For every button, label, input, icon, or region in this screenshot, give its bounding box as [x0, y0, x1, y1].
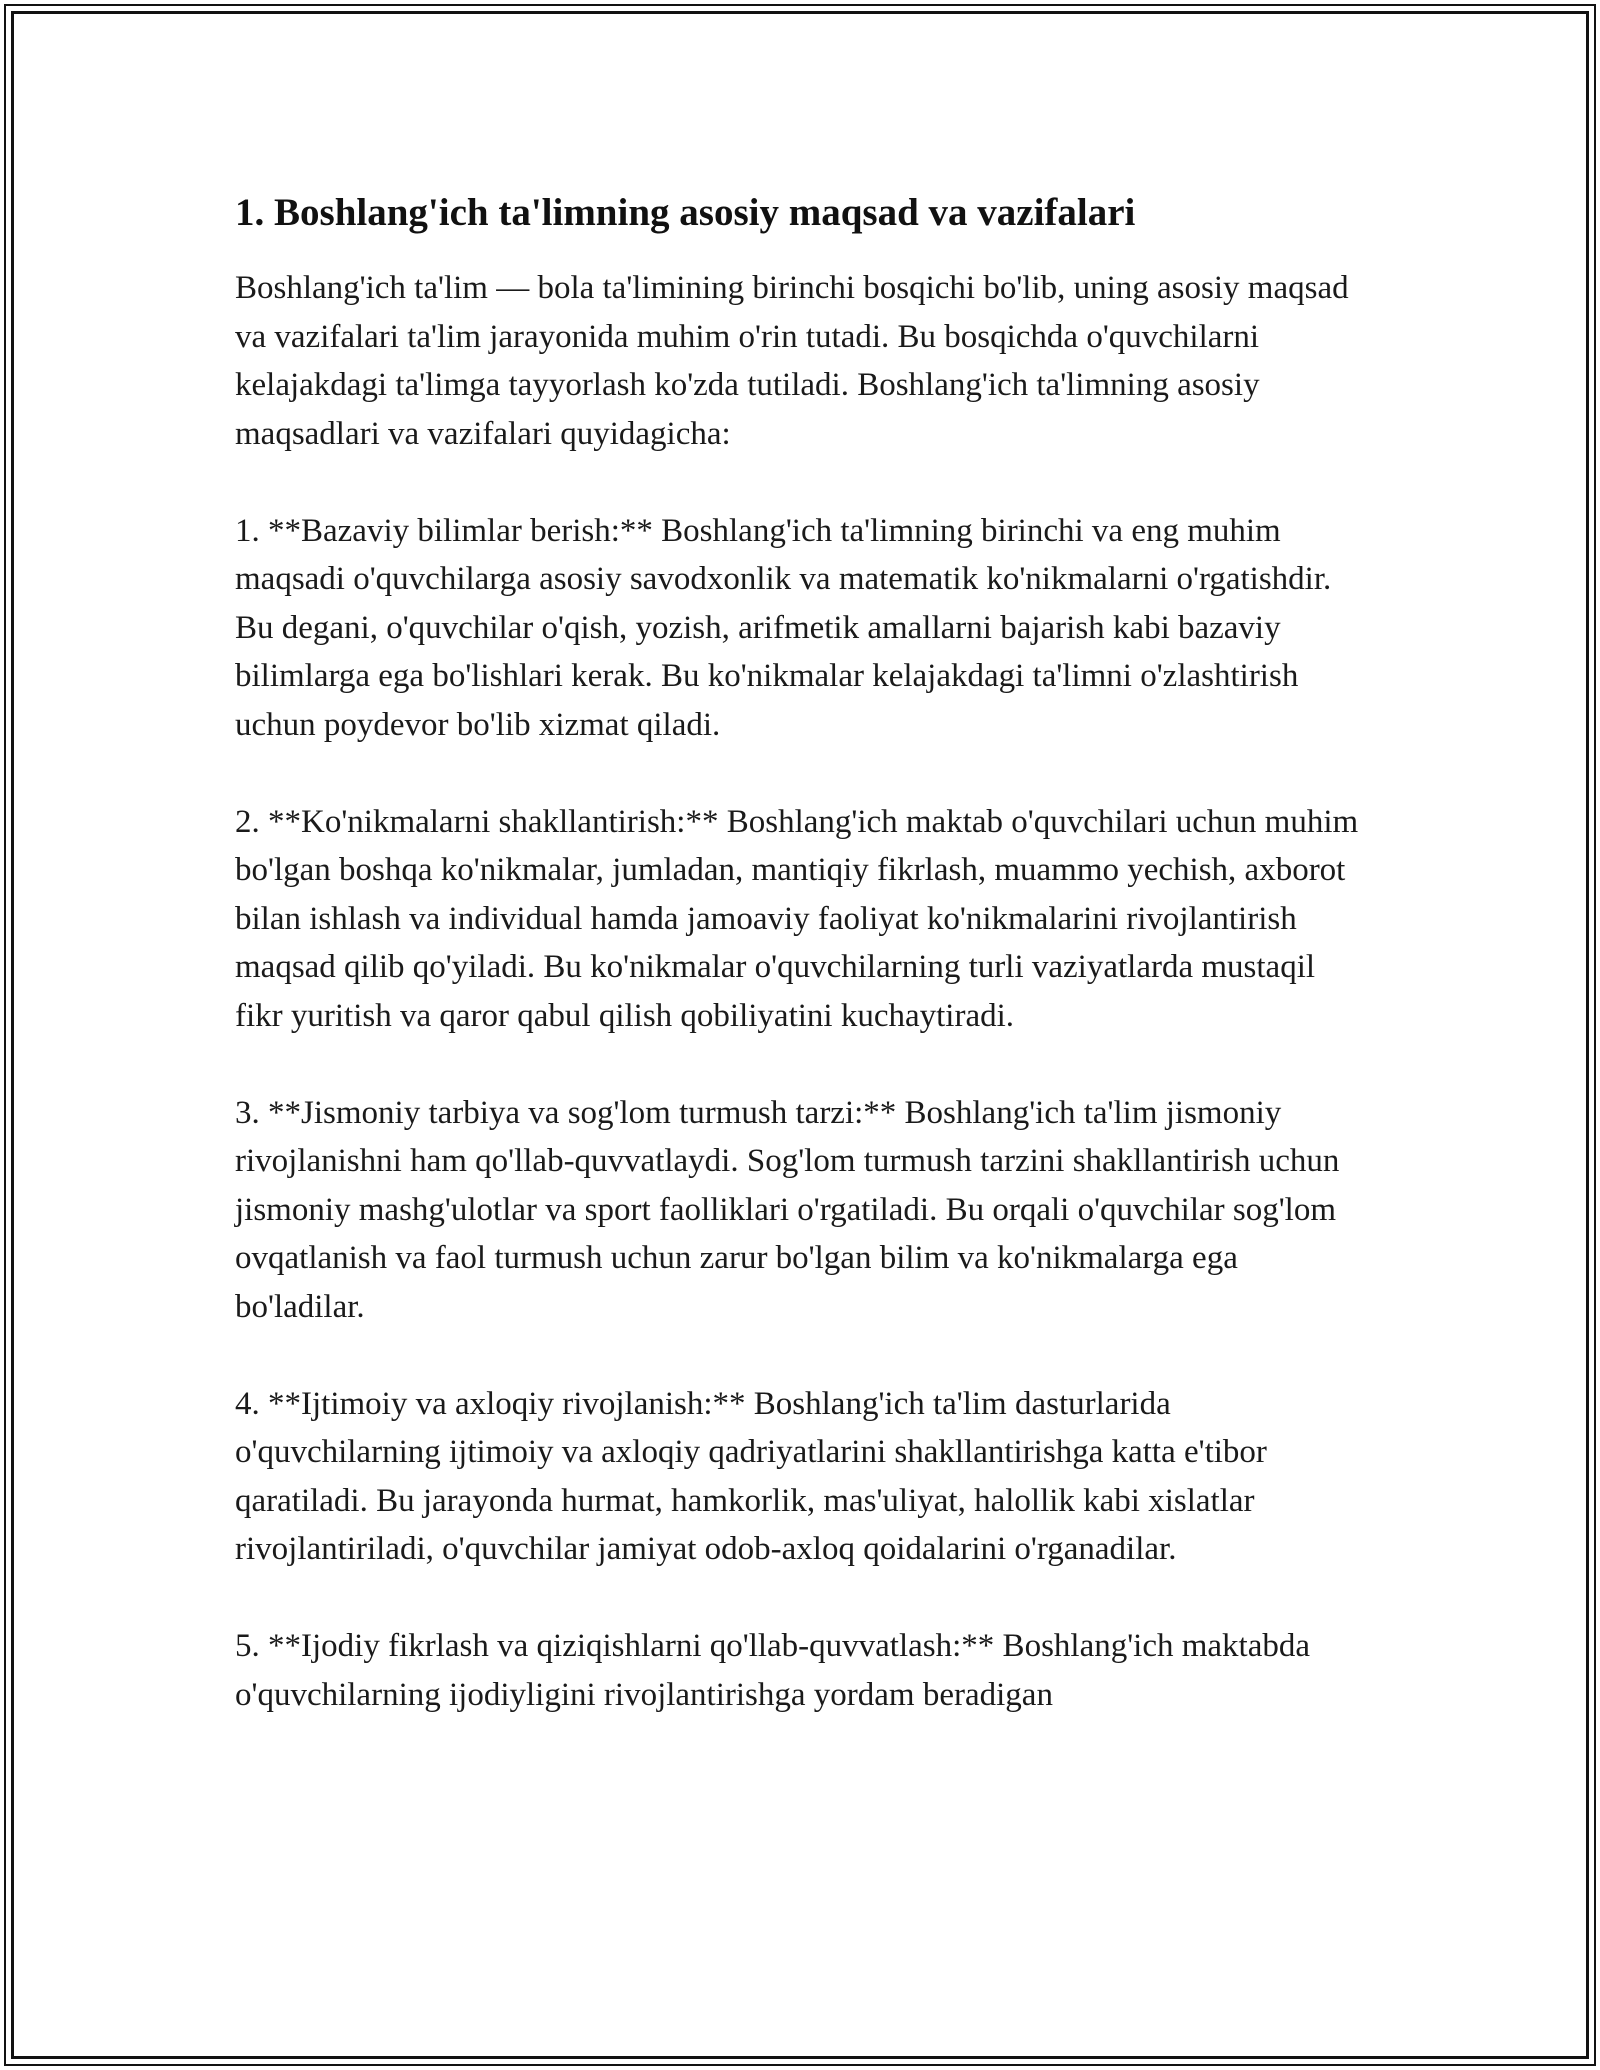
paragraph-intro: Boshlang'ich ta'lim — bola ta'limining birinchi bosqichi bo'lib, uning asosiy maqsad va vazifalari ta'lim jarayonida muhim o'rin tutadi. Bu bosqichda o'quvchilarni kelajakdagi ta'limga tayyorlash ko'zda tutiladi. Boshlang'ich ta'limning asosiy maqsadlari va vazifalari quyidagicha: [235, 270, 1349, 452]
paragraph-item-4: 4. **Ijtimoiy va axloqiy rivojlanish:** Boshlang'ich ta'lim dasturlarida o'quvchilarning ijtimoiy va axloqiy qadriyatlarini shakllantirishga katta e'tibor qaratiladi. Bu jarayonda hurmat, hamkorlik, mas'uliyat, halollik kabi xislatlar rivojlantiriladi, o'quvchilar jamiyat odob-axloq qoidalarini o'rganadilar. [235, 1385, 1267, 1567]
paragraph-item-2: 2. **Ko'nikmalarni shakllantirish:** Boshlang'ich maktab o'quvchilari uchun muhim bo'lgan boshqa ko'nikmalar, jumladan, mantiqiy fikrlash, muammo yechish, axborot bilan ishlash va individual hamda jamoaviy faoliyat ko'nikmalarini rivojlantirish maqsad qilib qo'yiladi. Bu ko'nikmalar o'quvchilarning turli vaziyatlarda mustaqil fikr yuritish va qaror qabul qilish qobiliyatini kuchaytiradi. [235, 803, 1359, 1034]
paragraph-item-1: 1. **Bazaviy bilimlar berish:** Boshlang'ich ta'limning birinchi va eng muhim maqsadi o'quvchilarga asosiy savodxonlik va matematik ko'nikmalarni o'rgatishdir. Bu degani, o'quvchilar o'qish, yozish, arifmetik amallarni bajarish kabi bazaviy bilimlarga ega bo'lishlari kerak. Bu ko'nikmalar kelajakdagi ta'limni o'zlashtirish uchun poydevor bo'lib xizmat qiladi. [235, 512, 1332, 743]
paragraph-item-3: 3. **Jismoniy tarbiya va sog'lom turmush tarzi:** Boshlang'ich ta'lim jismoniy rivojlanishni ham qo'llab-quvvatlaydi. Sog'lom turmush tarzini shakllantirish uchun jismoniy mashg'ulotlar va sport faolliklari o'rgatiladi. Bu orqali o'quvchilar sog'lom ovqatlanish va faol turmush uchun zarur bo'lgan bilim va ko'nikmalarga ega bo'ladilar. [235, 1094, 1340, 1325]
document-body [235, 185, 1365, 1719]
paragraph-item-5: 5. **Ijodiy fikrlash va qiziqishlarni qo'llab-quvvatlash:** Boshlang'ich maktabda o'quvchilarning ijodiyligini rivojlantirishga yordam beradigan [235, 1628, 1311, 1713]
page-title: 1. Boshlang'ich ta'limning asosiy maqsad va vazifalari [235, 191, 1136, 234]
